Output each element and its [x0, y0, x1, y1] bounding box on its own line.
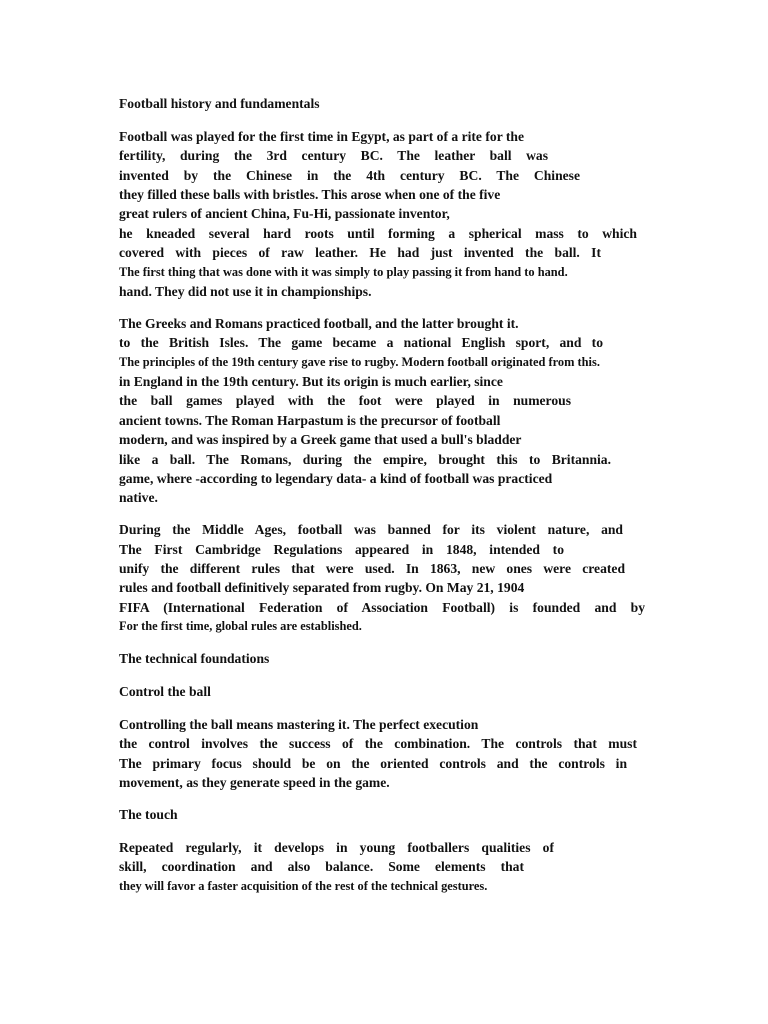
text-line: Controlling the ball means mastering it. The perfect execution [119, 716, 479, 732]
text-line: they will favor a faster acquisition of the rest of the technical gestures. [119, 878, 488, 893]
text-line: rules and football definitively separated from rugby. On May 21, 1904 [119, 580, 525, 596]
text-line: they filled these balls with bristles. This arose when one of the five [119, 187, 501, 203]
paragraph-touch [119, 838, 679, 896]
text-line: like a ball. The Romans, during the empire, brought this to Britannia. [119, 451, 611, 467]
text-line: unify the different rules that were used. In 1863, new ones were created [119, 561, 625, 577]
text-line: ancient towns. The Roman Harpastum is the precursor of football [119, 412, 501, 428]
text-line: movement, as they generate speed in the game. [119, 775, 390, 791]
text-line: native. [119, 490, 158, 506]
text-line: Repeated regularly, it develops in young footballers qualities of [119, 839, 554, 855]
document-page [119, 94, 679, 909]
subheading-control-the-ball: Control the ball [119, 684, 211, 700]
text-line: Football was played for the first time in Egypt, as part of a rite for the [119, 128, 524, 144]
text-line: The First Cambridge Regulations appeared in 1848, intended to [119, 541, 564, 557]
subheading-the-touch: The touch [119, 807, 178, 822]
text-line: The principles of the 19th century gave rise to rugby. Modern football originated from this. [119, 354, 600, 369]
text-line: to the British Isles. The game became a national English sport, and to [119, 335, 603, 351]
section-heading: The technical foundations [119, 651, 270, 667]
text-line: modern, and was inspired by a Greek game that used a bull's bladder [119, 432, 522, 448]
document-title: Football history and fundamentals [119, 96, 320, 111]
text-line: The first thing that was done with it was simply to play passing it from hand to hand. [119, 264, 568, 279]
paragraph-greeks-romans [119, 314, 679, 508]
paragraph-control [119, 715, 679, 793]
text-line: in England in the 19th century. But its origin is much earlier, since [119, 374, 503, 390]
text-line: the ball games played with the foot were played in numerous [119, 393, 571, 409]
text-line: great rulers of ancient China, Fu-Hi, passionate inventor, [119, 206, 450, 222]
text-line: skill, coordination and also balance. Some elements that [119, 859, 524, 875]
text-line: game, where -according to legendary data- a kind of football was practiced [119, 471, 553, 487]
text-line: hand. They did not use it in championships. [119, 284, 372, 300]
text-line: covered with pieces of raw leather. He had just invented the ball. It [119, 245, 601, 261]
text-line: For the first time, global rules are established. [119, 619, 362, 634]
text-line: fertility, during the 3rd century BC. The leather ball was [119, 148, 548, 164]
text-line: During the Middle Ages, football was banned for its violent nature, and [119, 522, 623, 538]
text-line: FIFA (International Federation of Association Football) is founded and by [119, 599, 645, 615]
text-line: The Greeks and Romans practiced football, and the latter brought it. [119, 315, 519, 331]
text-line: he kneaded several hard roots until forming a spherical mass to which [119, 225, 637, 241]
text-line: The primary focus should be on the oriented controls and the controls in [119, 755, 627, 771]
text-line: invented by the Chinese in the 4th century BC. The Chinese [119, 167, 580, 183]
paragraph-middle-ages [119, 520, 679, 636]
paragraph-egypt-origins [119, 127, 679, 302]
text-line: the control involves the success of the combination. The controls that must [119, 736, 637, 752]
